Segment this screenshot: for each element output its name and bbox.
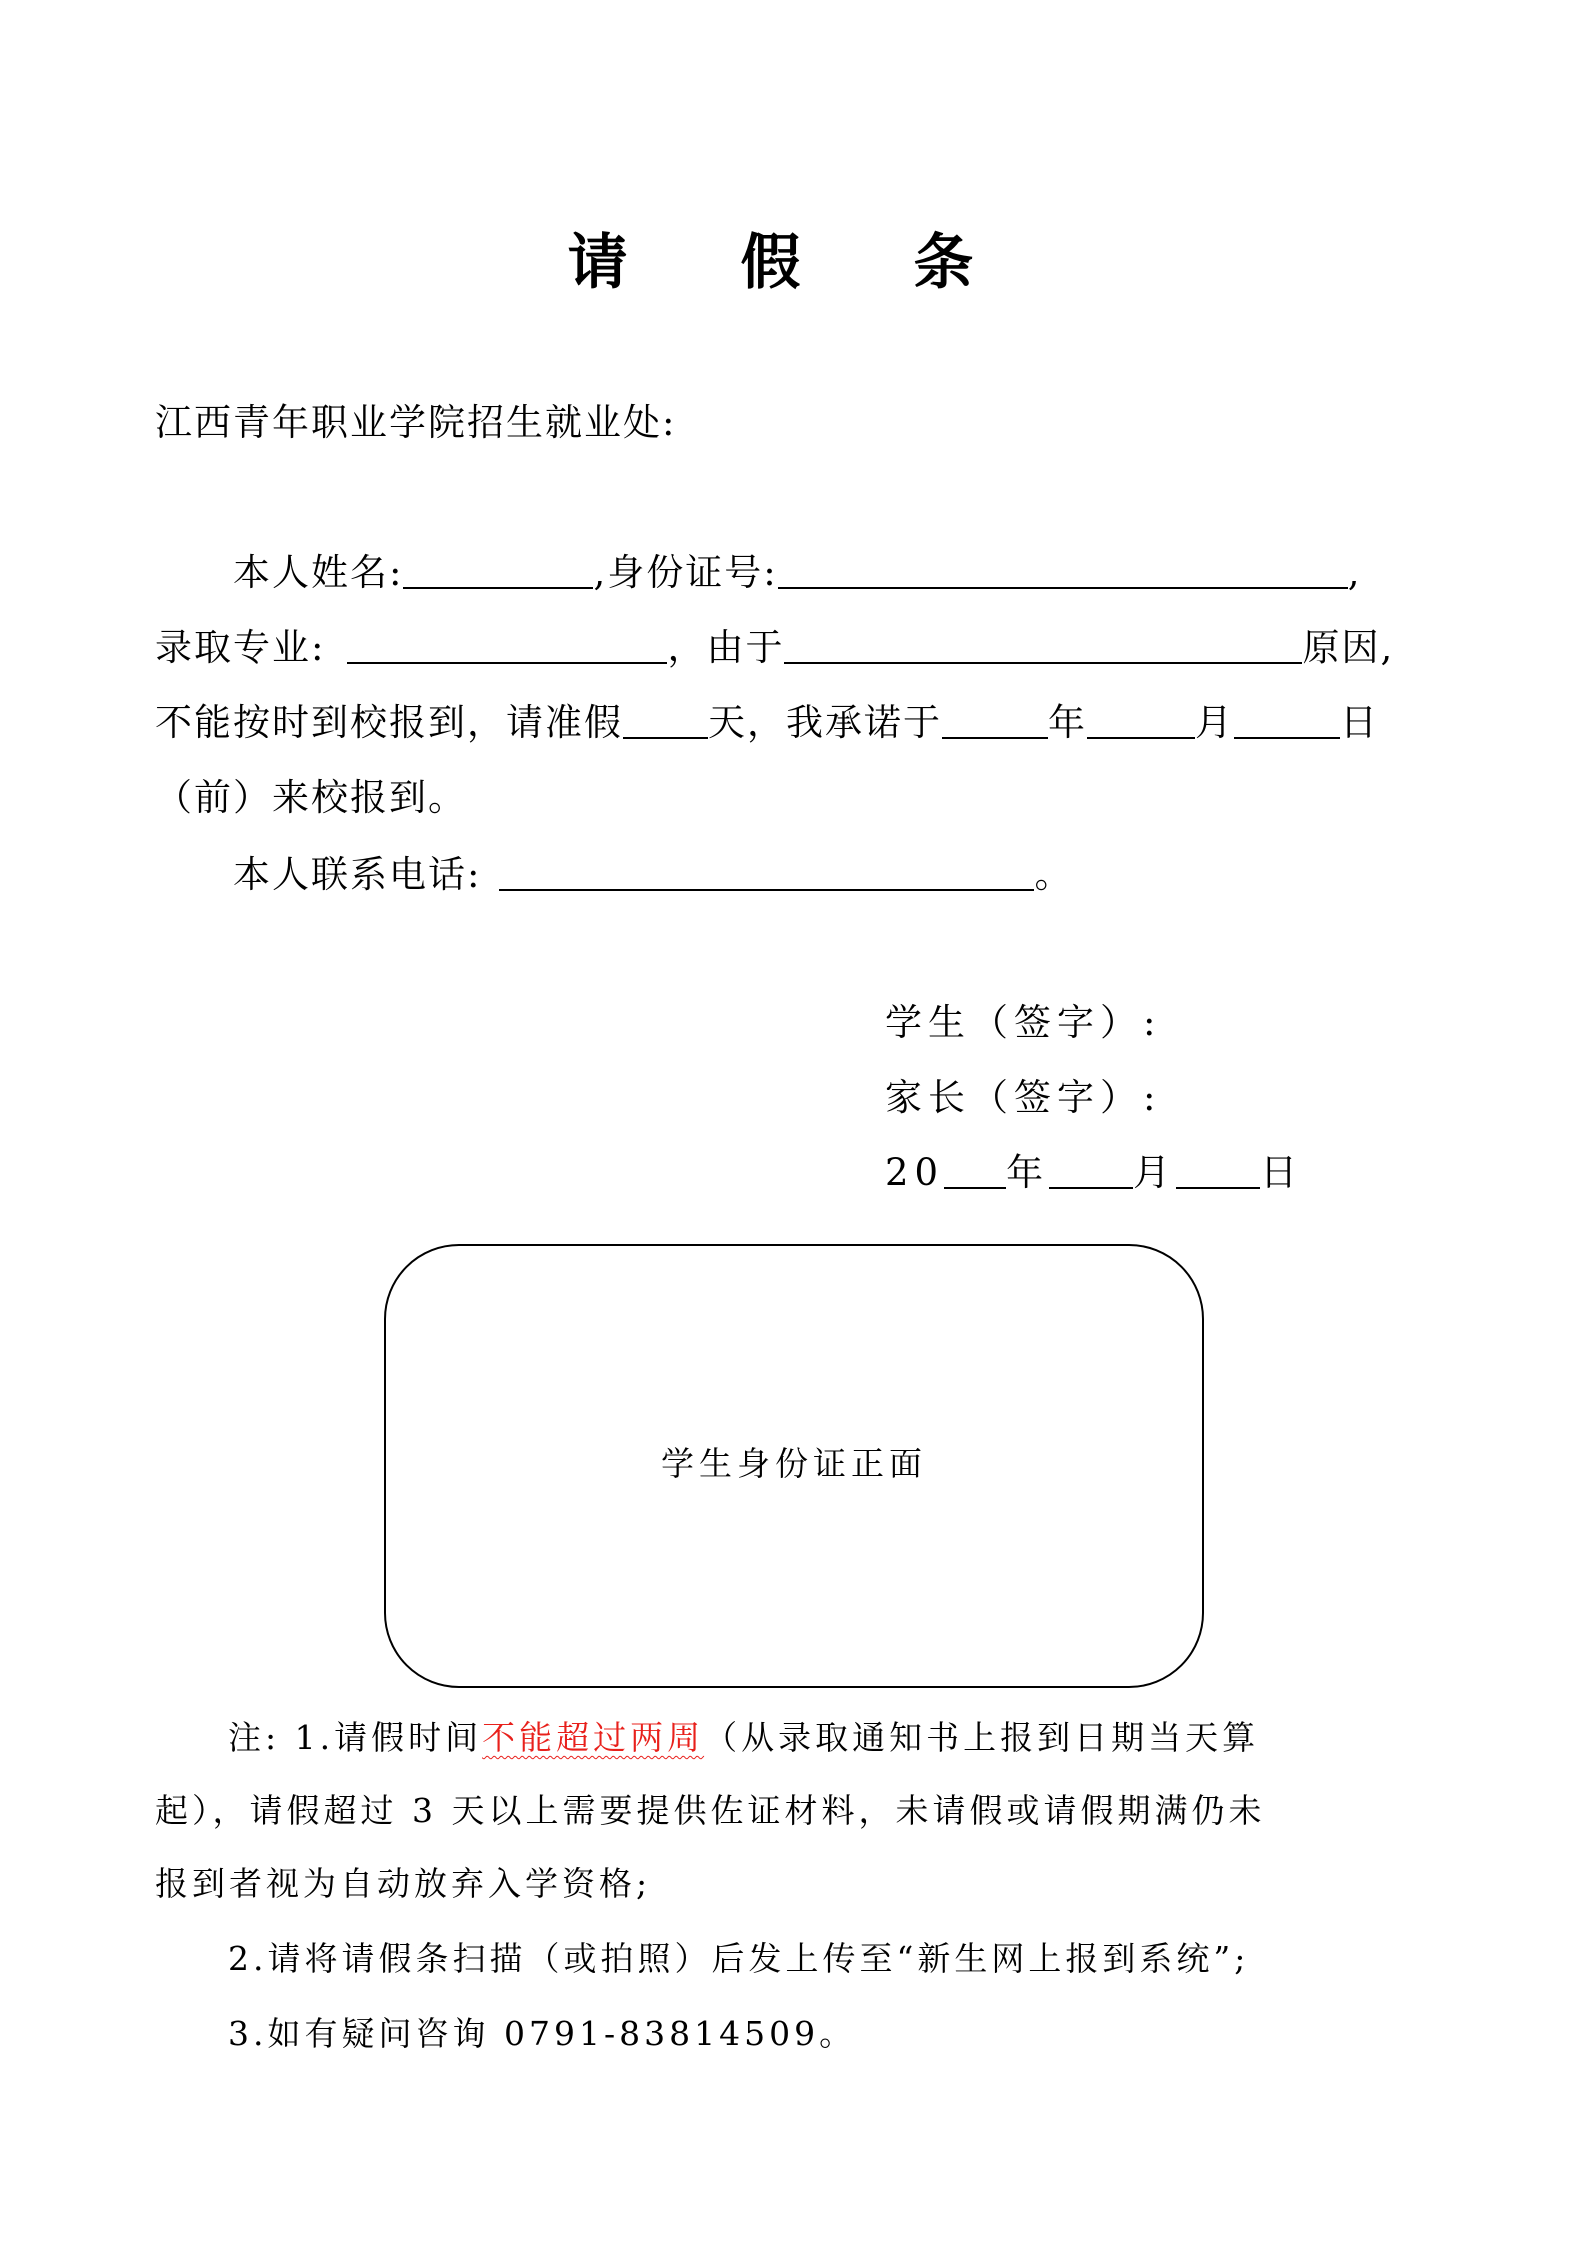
note-1-highlight: 不能超过两周 [482, 1718, 705, 1757]
id-card-front-label: 学生身份证正面 [661, 1444, 927, 1483]
page-title: 请 假 条 [567, 228, 1020, 298]
id-card-front-box[interactable] [384, 1244, 1204, 1688]
major-blank[interactable] [347, 662, 667, 664]
note-1-suffix: （从录取通知书上报到日期当天算 [704, 1718, 1260, 1757]
form-line-arrive: （前）来校报到。 [155, 776, 467, 819]
parent-signature-label: 家长（签字）: [885, 1076, 1162, 1119]
form-line-leave-days [155, 698, 1379, 748]
reason-prefix: ，由于 [667, 626, 785, 669]
form-line-name-id [233, 548, 1361, 598]
major-label: 录取专业: [155, 626, 326, 669]
name-label: 本人姓名: [233, 551, 404, 594]
return-year-blank[interactable] [942, 737, 1048, 739]
note-2: 2.请将请假条扫描（或拍照）后发上传至“新生网上报到系统”; [228, 1939, 1250, 1978]
recipient-line: 江西青年职业学院招生就业处: [155, 401, 677, 444]
days-unit: 天，我承诺于 [708, 701, 942, 744]
reason-suffix: 原因, [1302, 626, 1395, 669]
date-prefix: 20 [885, 1151, 945, 1194]
form-line-phone [233, 850, 1073, 900]
return-year-unit: 年 [1048, 701, 1087, 744]
reason-blank[interactable] [784, 662, 1302, 664]
sign-year-unit: 年 [1006, 1151, 1050, 1194]
name-blank[interactable] [403, 587, 593, 589]
phone-blank[interactable] [499, 889, 1034, 891]
note-1-line-3: 报到者视为自动放弃入学资格; [155, 1864, 652, 1903]
days-blank[interactable] [623, 737, 708, 739]
sign-month-unit: 月 [1133, 1151, 1177, 1194]
return-day-blank[interactable] [1234, 737, 1340, 739]
id-number-blank[interactable] [778, 587, 1348, 589]
sign-day-unit: 日 [1260, 1151, 1304, 1194]
note-1-prefix: 注: 1.请假时间 [228, 1718, 483, 1757]
line1-comma: , [1347, 551, 1362, 594]
note-3: 3.如有疑问咨询 0791-83814509。 [228, 2014, 857, 2053]
signature-date-line [885, 1148, 1303, 1198]
phone-label: 本人联系电话: [233, 853, 482, 896]
return-month-blank[interactable] [1087, 737, 1195, 739]
leave-prefix: 不能按时到校报到，请准假 [155, 701, 623, 744]
return-day-unit: 日 [1340, 701, 1379, 744]
id-label: ,身份证号: [593, 551, 778, 594]
note-1-line-1 [228, 1716, 1259, 1760]
sign-month-blank[interactable] [1049, 1187, 1133, 1189]
student-signature-label: 学生（签字）: [885, 1001, 1162, 1044]
sign-year-blank[interactable] [944, 1187, 1006, 1189]
note-1-line-2: 起），请假超过 3 天以上需要提供佐证材料，未请假或请假期满仍未 [155, 1791, 1266, 1830]
phone-period: 。 [1034, 853, 1074, 896]
sign-day-blank[interactable] [1176, 1187, 1260, 1189]
return-month-unit: 月 [1195, 701, 1234, 744]
form-line-major-reason [155, 623, 1394, 673]
